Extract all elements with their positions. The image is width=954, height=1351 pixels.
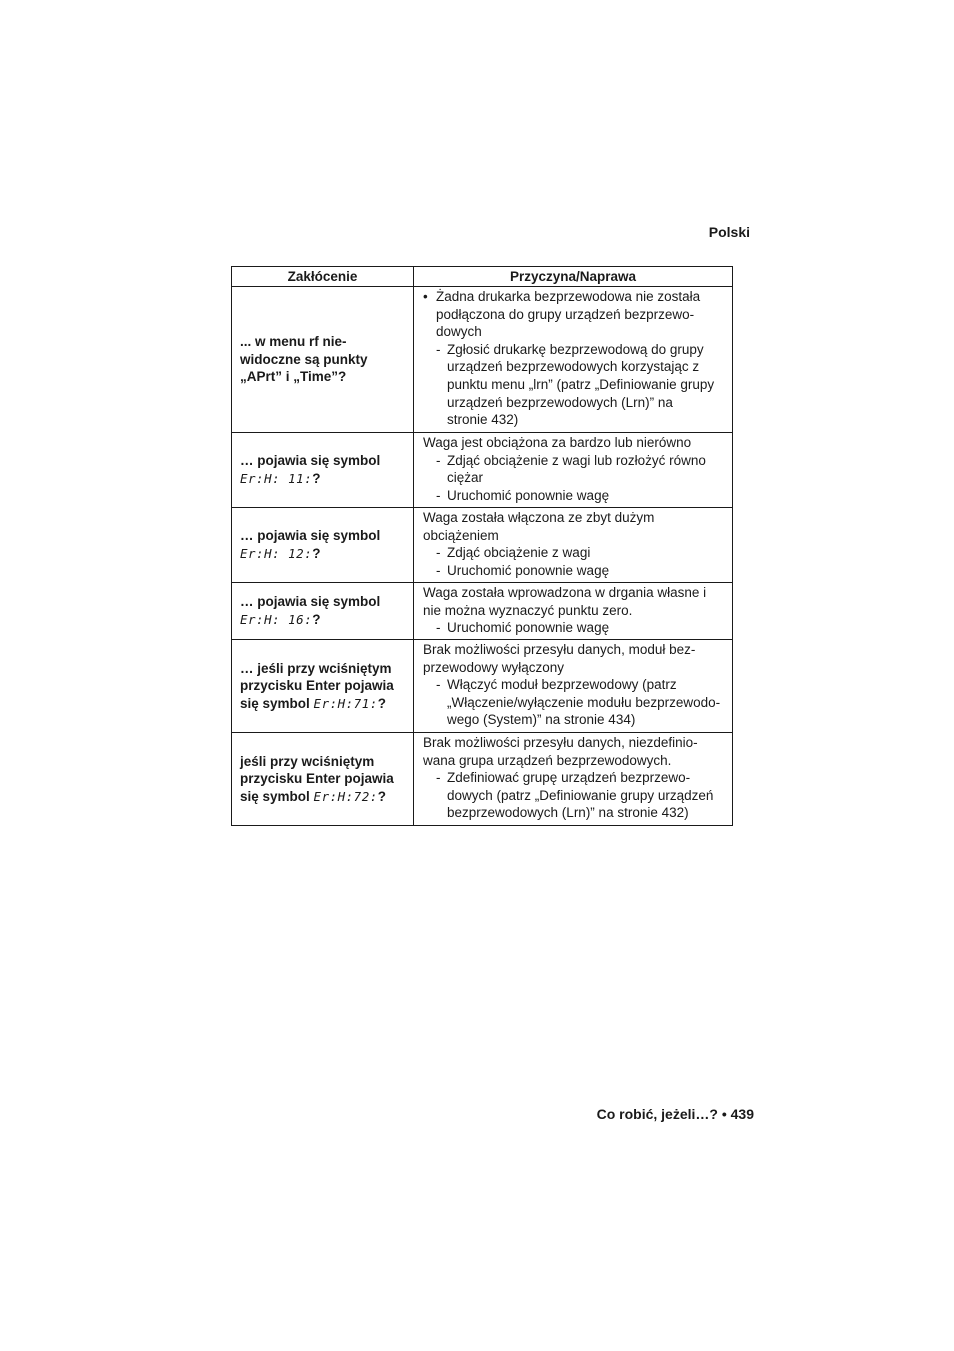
problem-cell bbox=[232, 640, 414, 733]
remedy-line: urządzeń bezprzewodowych (Lrn)” na bbox=[447, 394, 673, 410]
bullet-marker: • bbox=[423, 289, 428, 304]
dash-marker: - bbox=[436, 770, 441, 786]
problem-line: ... w menu rf nie- bbox=[240, 334, 347, 350]
remedy-step bbox=[423, 341, 732, 359]
remedy-step bbox=[423, 544, 732, 562]
cause-line: Waga została włączona ze zbyt dużym bbox=[423, 510, 655, 525]
table-row bbox=[232, 733, 733, 826]
problem-cell bbox=[232, 287, 414, 433]
remedy-line: Uruchomić ponownie wagę bbox=[447, 562, 610, 578]
dash-marker: - bbox=[436, 677, 441, 693]
problem-prefix: się symbol bbox=[240, 788, 310, 804]
remedy-line: Uruchomić ponownie wagę bbox=[447, 620, 610, 636]
dash-marker: - bbox=[436, 620, 441, 636]
dash-marker: - bbox=[436, 452, 441, 468]
table-row bbox=[232, 433, 733, 508]
problem-prefix: się symbol bbox=[240, 695, 310, 711]
question-mark: ? bbox=[312, 546, 321, 561]
problem-cell bbox=[232, 433, 414, 508]
question-mark: ? bbox=[312, 612, 321, 627]
problem-line: „APrt” i „Time”? bbox=[240, 369, 347, 385]
question-mark: ? bbox=[377, 695, 387, 711]
page-language-label: Polski bbox=[708, 224, 750, 240]
remedy-line: Włączyć moduł bezprzewodowy (patrz bbox=[447, 677, 677, 693]
cause-line: przewodowy wyłączony bbox=[423, 659, 565, 675]
problem-line bbox=[240, 788, 407, 806]
remedy-step bbox=[423, 676, 732, 694]
remedy-line: Zdjąć obciążenie z wagi lub rozłożyć równo bbox=[447, 452, 706, 468]
remedy-line: Zdjąć obciążenie z wagi bbox=[447, 545, 591, 561]
table-header-row bbox=[232, 267, 733, 287]
table-row bbox=[232, 583, 733, 640]
remedy-cell bbox=[414, 433, 733, 508]
remedy-line: Zdefiniować grupę urządzeń bezprzewo- bbox=[447, 770, 691, 786]
error-code-symbol: Er:H:71: bbox=[313, 695, 378, 711]
remedy-line: punktu menu „lrn” (patrz „Definiowanie grupy bbox=[447, 376, 715, 392]
dash-marker: - bbox=[436, 341, 441, 357]
cause-line: Brak możliwości przesyłu danych, moduł bez- bbox=[423, 642, 696, 657]
problem-cell bbox=[232, 583, 414, 640]
cause-line: dowych bbox=[436, 324, 482, 340]
cause-line: Brak możliwości przesyłu danych, niezdefinio- bbox=[423, 735, 698, 750]
problem-line bbox=[240, 545, 407, 563]
table-row bbox=[232, 287, 733, 433]
question-mark: ? bbox=[312, 471, 321, 486]
cause-line: nie można wyznaczyć punktu zero. bbox=[423, 602, 633, 618]
problem-line bbox=[240, 470, 407, 488]
problem-line bbox=[240, 611, 407, 629]
dash-marker: - bbox=[436, 487, 441, 503]
dash-marker: - bbox=[436, 562, 441, 578]
error-code-symbol: Er:H: 16: bbox=[240, 612, 313, 627]
table-row bbox=[232, 508, 733, 583]
problem-cell bbox=[232, 508, 414, 583]
remedy-line: wego (System)” na stronie 434) bbox=[447, 712, 636, 728]
column-header-problem: Zakłócenie bbox=[232, 267, 414, 287]
remedy-line: stronie 432) bbox=[447, 412, 519, 428]
cause-line: obciążeniem bbox=[423, 527, 499, 543]
problem-line: … pojawia się symbol bbox=[240, 528, 381, 544]
cause-line: Waga została wprowadzona w drgania własne i bbox=[423, 585, 707, 600]
remedy-line: dowych (patrz „Definiowanie grupy urządzeń bbox=[447, 787, 714, 803]
cause-line: wana grupa urządzeń bezprzewodowych. bbox=[423, 752, 672, 768]
remedy-step bbox=[423, 452, 732, 470]
remedy-step bbox=[423, 619, 732, 637]
problem-line: … jeśli przy wciśniętym bbox=[240, 660, 392, 676]
dash-marker: - bbox=[436, 545, 441, 561]
cause-line: Waga jest obciążona za bardzo lub nierówno bbox=[423, 435, 692, 450]
remedy-line: bezprzewodowych (Lrn)” na stronie 432) bbox=[447, 805, 689, 821]
error-code-symbol: Er:H: 11: bbox=[240, 471, 313, 486]
remedy-cell bbox=[414, 287, 733, 433]
remedy-line: Uruchomić ponownie wagę bbox=[447, 487, 610, 503]
remedy-line: „Włączenie/wyłączenie modułu bezprzewodo- bbox=[447, 694, 721, 710]
problem-line: przycisku Enter pojawia bbox=[240, 771, 394, 787]
problem-line: jeśli przy wciśniętym bbox=[240, 753, 375, 769]
remedy-step bbox=[423, 562, 732, 580]
problem-cell bbox=[232, 733, 414, 826]
page-footer: Co robić, jeżeli…? • 439 bbox=[596, 1106, 754, 1122]
problem-line: … pojawia się symbol bbox=[240, 594, 381, 610]
error-code-symbol: Er:H: 12: bbox=[240, 546, 313, 561]
remedy-cell bbox=[414, 508, 733, 583]
column-header-cause-remedy: Przyczyna/Naprawa bbox=[414, 267, 733, 287]
remedy-step bbox=[423, 769, 732, 787]
troubleshooting-table bbox=[231, 266, 733, 826]
problem-line: widoczne są punkty bbox=[240, 351, 368, 367]
remedy-line: ciężar bbox=[447, 470, 484, 486]
cause-line: Żadna drukarka bezprzewodowa nie została bbox=[436, 289, 701, 304]
problem-line bbox=[240, 695, 407, 713]
remedy-cell bbox=[414, 733, 733, 826]
problem-line: przycisku Enter pojawia bbox=[240, 678, 394, 694]
question-mark: ? bbox=[377, 788, 387, 804]
error-code-symbol: Er:H:72: bbox=[313, 788, 378, 804]
remedy-line: Zgłosić drukarkę bezprzewodową do grupy bbox=[447, 341, 704, 357]
problem-line: … pojawia się symbol bbox=[240, 453, 381, 469]
table-row bbox=[232, 640, 733, 733]
cause-bullet bbox=[423, 288, 732, 306]
remedy-step bbox=[423, 487, 732, 505]
remedy-cell bbox=[414, 583, 733, 640]
remedy-line: urządzeń bezprzewodowych korzystając z bbox=[447, 359, 700, 375]
remedy-cell bbox=[414, 640, 733, 733]
cause-line: podłączona do grupy urządzeń bezprzewo- bbox=[436, 306, 695, 322]
